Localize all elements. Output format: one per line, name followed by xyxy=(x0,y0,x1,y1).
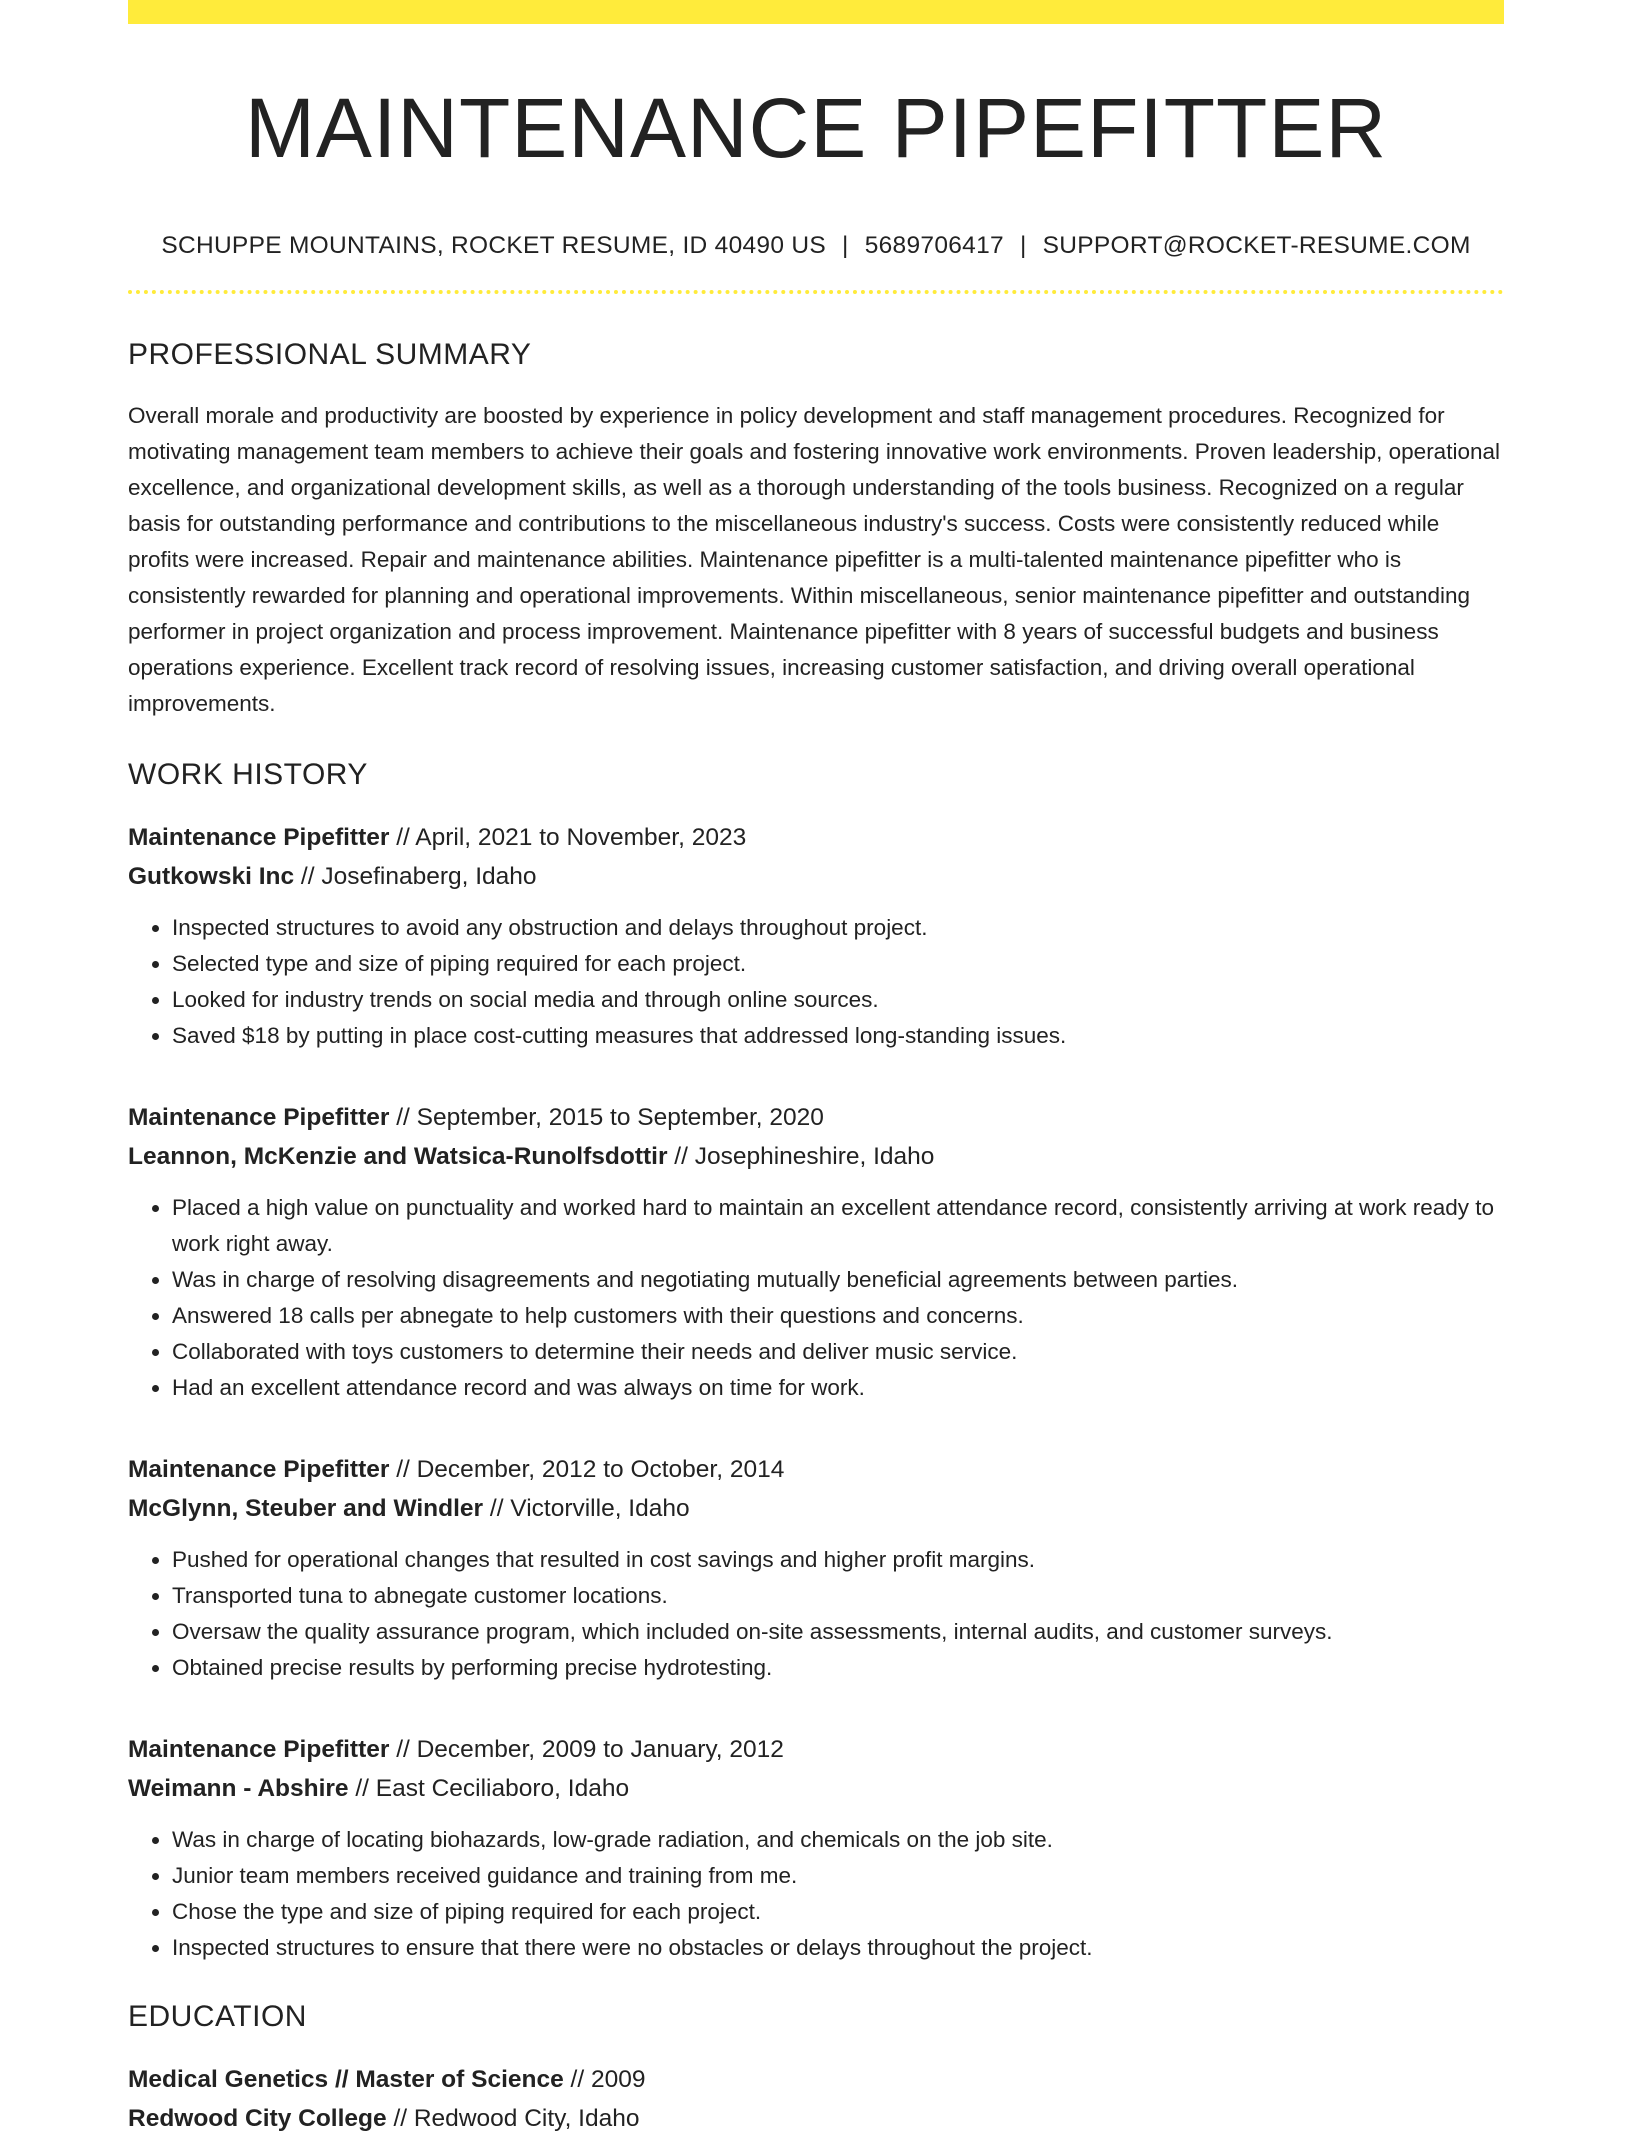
job-role: Maintenance Pipefitter xyxy=(128,1104,390,1132)
job-bullet: • Oversaw the quality assurance program, which included on-site assessments, internal audits, and customer surveys. xyxy=(172,1614,1504,1650)
job-bullet: • Had an excellent attendance record and was always on time for work. xyxy=(172,1370,1504,1406)
job-location: // Victorville, Idaho xyxy=(483,1495,690,1523)
contact-phone: 5689706417 xyxy=(864,232,1004,260)
job-company-line xyxy=(128,857,1504,896)
job-company: McGlynn, Steuber and Windler xyxy=(128,1495,484,1523)
job-dates: // April, 2021 to November, 2023 xyxy=(389,824,747,852)
job-company-line xyxy=(128,1137,1504,1176)
job-bullet: • Chose the type and size of piping required for each project. xyxy=(172,1894,1504,1930)
job-location: // Josefinaberg, Idaho xyxy=(294,863,537,891)
education-school: Redwood City College xyxy=(128,2105,387,2133)
job-entry xyxy=(128,818,1504,1054)
job-bullet: • Junior team members received guidance and training from me. xyxy=(172,1858,1504,1894)
job-dates: // September, 2015 to September, 2020 xyxy=(389,1104,824,1132)
dotted-divider xyxy=(128,290,1504,294)
job-bullet: • Answered 18 calls per abnegate to help customers with their questions and concerns. xyxy=(172,1298,1504,1334)
job-title-line xyxy=(128,1730,1504,1769)
job-bullet: • Inspected structures to ensure that there were no obstacles or delays throughout the project. xyxy=(172,1930,1504,1966)
job-dates: // December, 2012 to October, 2014 xyxy=(389,1456,785,1484)
education-heading: EDUCATION xyxy=(128,2000,307,2034)
job-bullet: • Collaborated with toys customers to determine their needs and deliver music service. xyxy=(172,1334,1504,1370)
job-role: Maintenance Pipefitter xyxy=(128,824,390,852)
contact-separator: | xyxy=(1019,232,1027,260)
job-bullet: • Selected type and size of piping required for each project. xyxy=(172,946,1504,982)
job-bullets xyxy=(128,1822,1504,1966)
job-company-line xyxy=(128,1489,1504,1528)
job-company: Gutkowski Inc xyxy=(128,863,295,891)
job-company: Weimann - Abshire xyxy=(128,1775,349,1803)
job-bullet: • Was in charge of locating biohazards, low-grade radiation, and chemicals on the job site. xyxy=(172,1822,1504,1858)
job-dates: // December, 2009 to January, 2012 xyxy=(389,1736,784,1764)
work-history-heading: WORK HISTORY xyxy=(128,758,368,792)
job-bullets xyxy=(128,910,1504,1054)
resume-page xyxy=(128,0,1504,2138)
job-location: // Josephineshire, Idaho xyxy=(667,1143,935,1171)
accent-top-bar xyxy=(128,0,1504,24)
education-degree: Medical Genetics // Master of Science xyxy=(128,2066,564,2094)
summary-heading: PROFESSIONAL SUMMARY xyxy=(128,338,532,372)
job-bullet: • Looked for industry trends on social media and through online sources. xyxy=(172,982,1504,1018)
job-entry xyxy=(128,1730,1504,1966)
job-bullet: • Was in charge of resolving disagreements and negotiating mutually beneficial agreements between parties. xyxy=(172,1262,1504,1298)
contact-address: SCHUPPE MOUNTAINS, ROCKET RESUME, ID 40490 US xyxy=(161,232,827,260)
job-bullets xyxy=(128,1190,1504,1406)
job-bullet: • Saved $18 by putting in place cost-cutting measures that addressed long-standing issues. xyxy=(172,1018,1504,1054)
summary-text: Overall morale and productivity are boosted by experience in policy development and staff management procedures. Recognized for motivating management team members to achieve their goals and fostering innovative work environments. Proven leadership, operational excellence, and organizational development skills, as well as a thorough understanding of the tools business. Recognized on a regular basis for outstanding performance and contributions to the miscellaneous industry's success. Costs were consistently reduced while profits were increased. Repair and maintenance abilities. Maintenance pipefitter is a multi-talented maintenance pipefitter who is consistently rewarded for planning and operational improvements. Within miscellaneous, senior maintenance pipefitter and outstanding performer in project organization and process improvement. Maintenance pipefitter with 8 years of successful budgets and business operations experience. Excellent track record of resolving issues, increasing customer satisfaction, and driving overall operational improvements. xyxy=(128,403,1500,717)
contact-email: SUPPORT@ROCKET-RESUME.COM xyxy=(1042,232,1471,260)
job-role: Maintenance Pipefitter xyxy=(128,1456,390,1484)
job-bullet: • Obtained precise results by performing precise hydrotesting. xyxy=(172,1650,1504,1686)
contact-line xyxy=(128,232,1504,260)
job-bullets xyxy=(128,1542,1504,1686)
job-title-line xyxy=(128,1098,1504,1137)
job-company-line xyxy=(128,1769,1504,1808)
job-title-line xyxy=(128,818,1504,857)
job-bullet: • Transported tuna to abnegate customer locations. xyxy=(172,1578,1504,1614)
candidate-name: MAINTENANCE PIPEFITTER xyxy=(244,81,1388,175)
education-school-line xyxy=(128,2099,1504,2138)
job-company: Leannon, McKenzie and Watsica-Runolfsdottir xyxy=(128,1143,668,1171)
job-bullet: • Placed a high value on punctuality and worked hard to maintain an excellent attendance record, consistently arriving at work ready to work right away. xyxy=(172,1190,1504,1262)
education-degree-line xyxy=(128,2060,1504,2099)
contact-separator: | xyxy=(842,232,849,260)
job-role: Maintenance Pipefitter xyxy=(128,1736,390,1764)
job-entry xyxy=(128,1098,1504,1406)
education-entry xyxy=(128,2060,1504,2138)
education-year: // 2009 xyxy=(563,2066,646,2094)
job-title-line xyxy=(128,1450,1504,1489)
job-location: // East Ceciliaboro, Idaho xyxy=(348,1775,630,1803)
job-entry xyxy=(128,1450,1504,1686)
job-bullet: • Inspected structures to avoid any obstruction and delays throughout project. xyxy=(172,910,1504,946)
job-bullet: • Pushed for operational changes that resulted in cost savings and higher profit margins. xyxy=(172,1542,1504,1578)
education-location: // Redwood City, Idaho xyxy=(386,2105,640,2133)
